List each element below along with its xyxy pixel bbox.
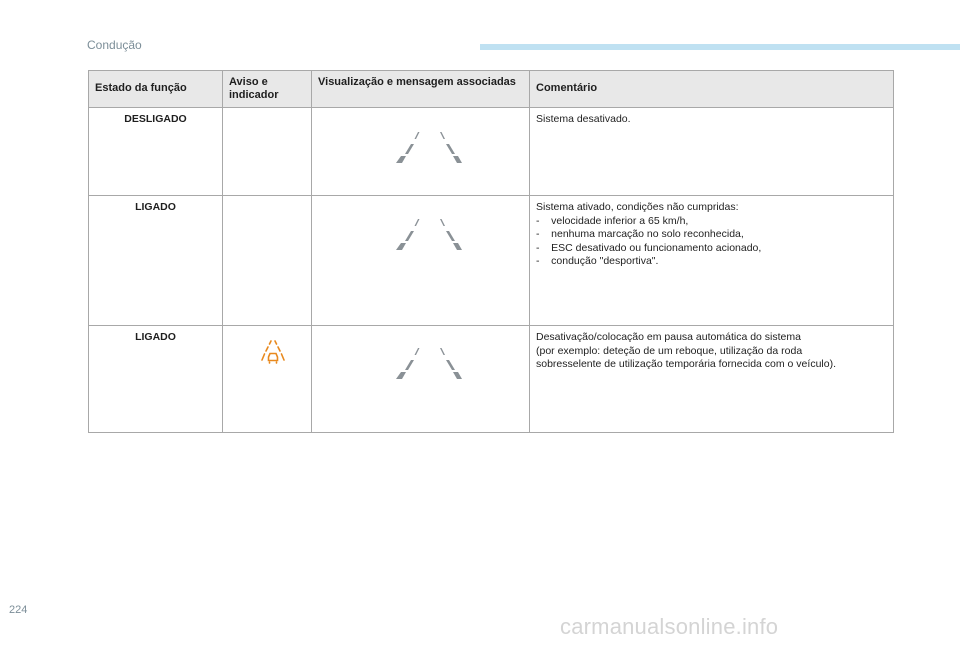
header-accent-bar: [480, 44, 960, 50]
state-cell: DESLIGADO: [89, 108, 223, 196]
table-row: [89, 196, 894, 326]
watermark: carmanualsonline.info: [560, 614, 779, 639]
comment-line: - condução "desportiva".: [536, 255, 659, 267]
header-warning: Aviso e indicador: [223, 71, 312, 108]
warning-indicator-cell: [223, 196, 312, 326]
display-cell: [312, 108, 530, 196]
state-cell: LIGADO: [89, 196, 223, 326]
comment-line: - velocidade inferior a 65 km/h,: [536, 214, 689, 227]
warning-indicator-cell: [223, 108, 312, 196]
comment-line: (por exemplo: deteção de um reboque, utilização da roda: [536, 344, 803, 357]
table-header-row: [89, 71, 894, 108]
comment-line: Sistema desativado.: [536, 113, 631, 125]
state-cell: LIGADO: [89, 326, 223, 433]
comment-cell: [530, 196, 894, 326]
comment-cell: [530, 108, 894, 196]
comment-line: sobresselente de utilização temporária fornecida com o veículo).: [536, 358, 836, 370]
lane-markings-icon: [312, 196, 530, 326]
comment-line: - nenhuma marcação no solo reconhecida,: [536, 228, 744, 240]
lane-markings-icon: [312, 108, 530, 196]
function-state-table: [88, 70, 894, 433]
table-row: [89, 326, 894, 433]
table-row: [89, 108, 894, 196]
comment-line: Desativação/colocação em pausa automática do sistema: [536, 331, 801, 343]
comment-cell: [530, 326, 894, 433]
header-comment: Comentário: [530, 71, 894, 108]
header-state: Estado da função: [89, 71, 223, 108]
lane-departure-warning-icon: [261, 338, 285, 368]
comment-line: Sistema ativado, condições não cumpridas:: [536, 201, 739, 213]
comment-line: - ESC desativado ou funcionamento acionado,: [536, 241, 762, 254]
header-display: Visualização e mensagem associadas: [312, 71, 530, 108]
page-section-title: Condução: [87, 38, 142, 52]
display-cell: [312, 326, 530, 433]
page-number: 224: [9, 604, 28, 616]
lane-markings-icon: [312, 326, 530, 433]
warning-indicator-cell: [223, 326, 312, 433]
display-cell: [312, 196, 530, 326]
